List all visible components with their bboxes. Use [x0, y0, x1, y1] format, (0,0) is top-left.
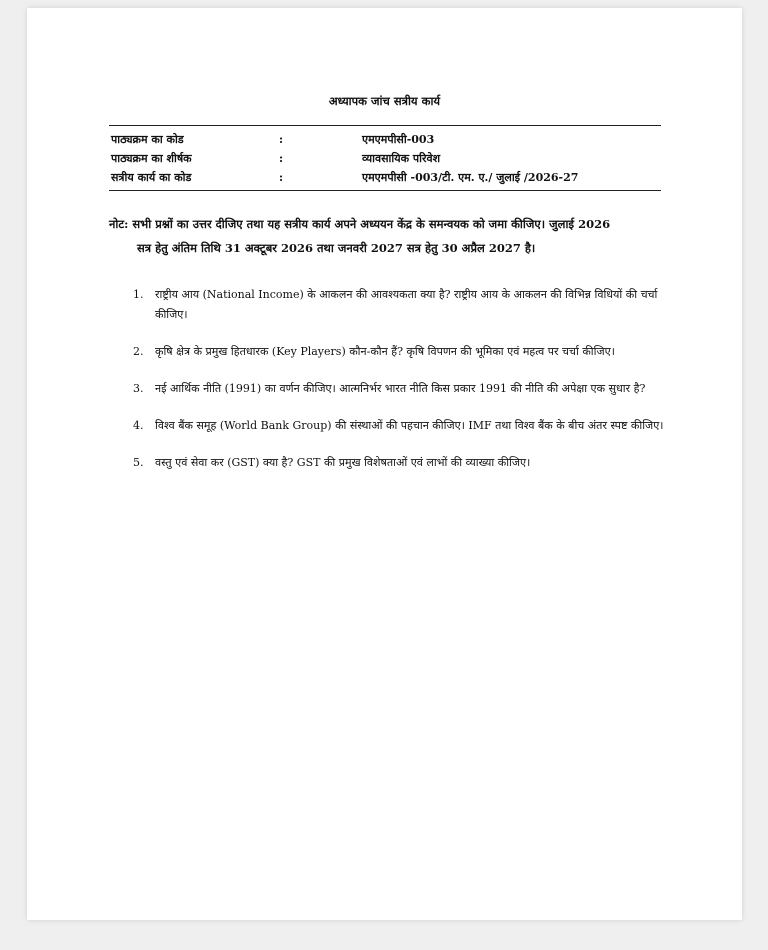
course-code-value: एमएमपीसी-003	[362, 133, 435, 146]
question-text: विश्व बैंक समूह (World Bank Group) की संस्थाओं की पहचान कीजिए। IMF तथा विश्व बैंक के बीच अंतर स्पष्ट कीजिए।	[155, 419, 664, 432]
course-title-value: व्यावसायिक परिवेश	[362, 152, 441, 165]
question-number: 5.	[133, 456, 144, 469]
course-title-colon: :	[279, 152, 284, 165]
question-text: वस्तु एवं सेवा कर (GST) क्या है? GST की प्रमुख विशेषताओं एवं लाभों की व्याख्या कीजिए।	[155, 456, 531, 469]
course-code-colon: :	[279, 133, 284, 146]
question-item	[127, 416, 667, 436]
assignment-code-value: एमएमपीसी -003/टी. एम. ए./ जुलाई /2026-27	[362, 171, 579, 184]
question-number: 3.	[133, 382, 144, 395]
question-number: 2.	[133, 345, 144, 358]
document-title: अध्यापक जांच सत्रीय कार्य	[328, 94, 441, 108]
course-title-label: पाठ्यक्रम का शीर्षक	[111, 152, 192, 165]
document-page	[27, 8, 742, 920]
course-code-row	[109, 130, 661, 149]
question-item	[127, 379, 667, 399]
note-line-1: नोट: सभी प्रश्नों का उत्तर दीजिए तथा यह सत्रीय कार्य अपने अध्ययन केंद्र के समन्वयक को जमा कीजिए। जुलाई 2026	[109, 217, 611, 231]
question-text: कृषि क्षेत्र के प्रमुख हितधारक (Key Players) कौन-कौन हैं? कृषि विपणन की भूमिका एवं महत्व पर चर्चा कीजिए।	[155, 345, 615, 358]
question-text: नई आर्थिक नीति (1991) का वर्णन कीजिए। आत्मनिर्भर भारत नीति किस प्रकार 1991 की नीति की अपेक्षा एक सुधार है?	[155, 382, 646, 395]
question-item	[127, 342, 667, 362]
question-number: 4.	[133, 419, 144, 432]
course-title-row	[109, 149, 661, 168]
question-item	[127, 453, 667, 473]
note-line-2: सत्र हेतु अंतिम तिथि 31 अक्टूबर 2026 तथा जनवरी 2027 सत्र हेतु 30 अप्रैल 2027 है।	[137, 241, 536, 255]
course-info-table	[109, 125, 661, 191]
assignment-code-row	[109, 168, 661, 187]
course-code-label: पाठ्यक्रम का कोड	[111, 133, 184, 146]
question-item	[127, 285, 667, 325]
question-number: 1.	[133, 288, 144, 301]
question-list	[127, 285, 667, 490]
assignment-code-label: सत्रीय कार्य का कोड	[111, 171, 192, 184]
submission-note	[109, 212, 699, 260]
question-text: राष्ट्रीय आय (National Income) के आकलन की आवश्यकता क्या है? राष्ट्रीय आय के आकलन की विभिन्न विधियों की चर्चा कीजिए।	[155, 288, 658, 321]
assignment-code-colon: :	[279, 171, 284, 184]
